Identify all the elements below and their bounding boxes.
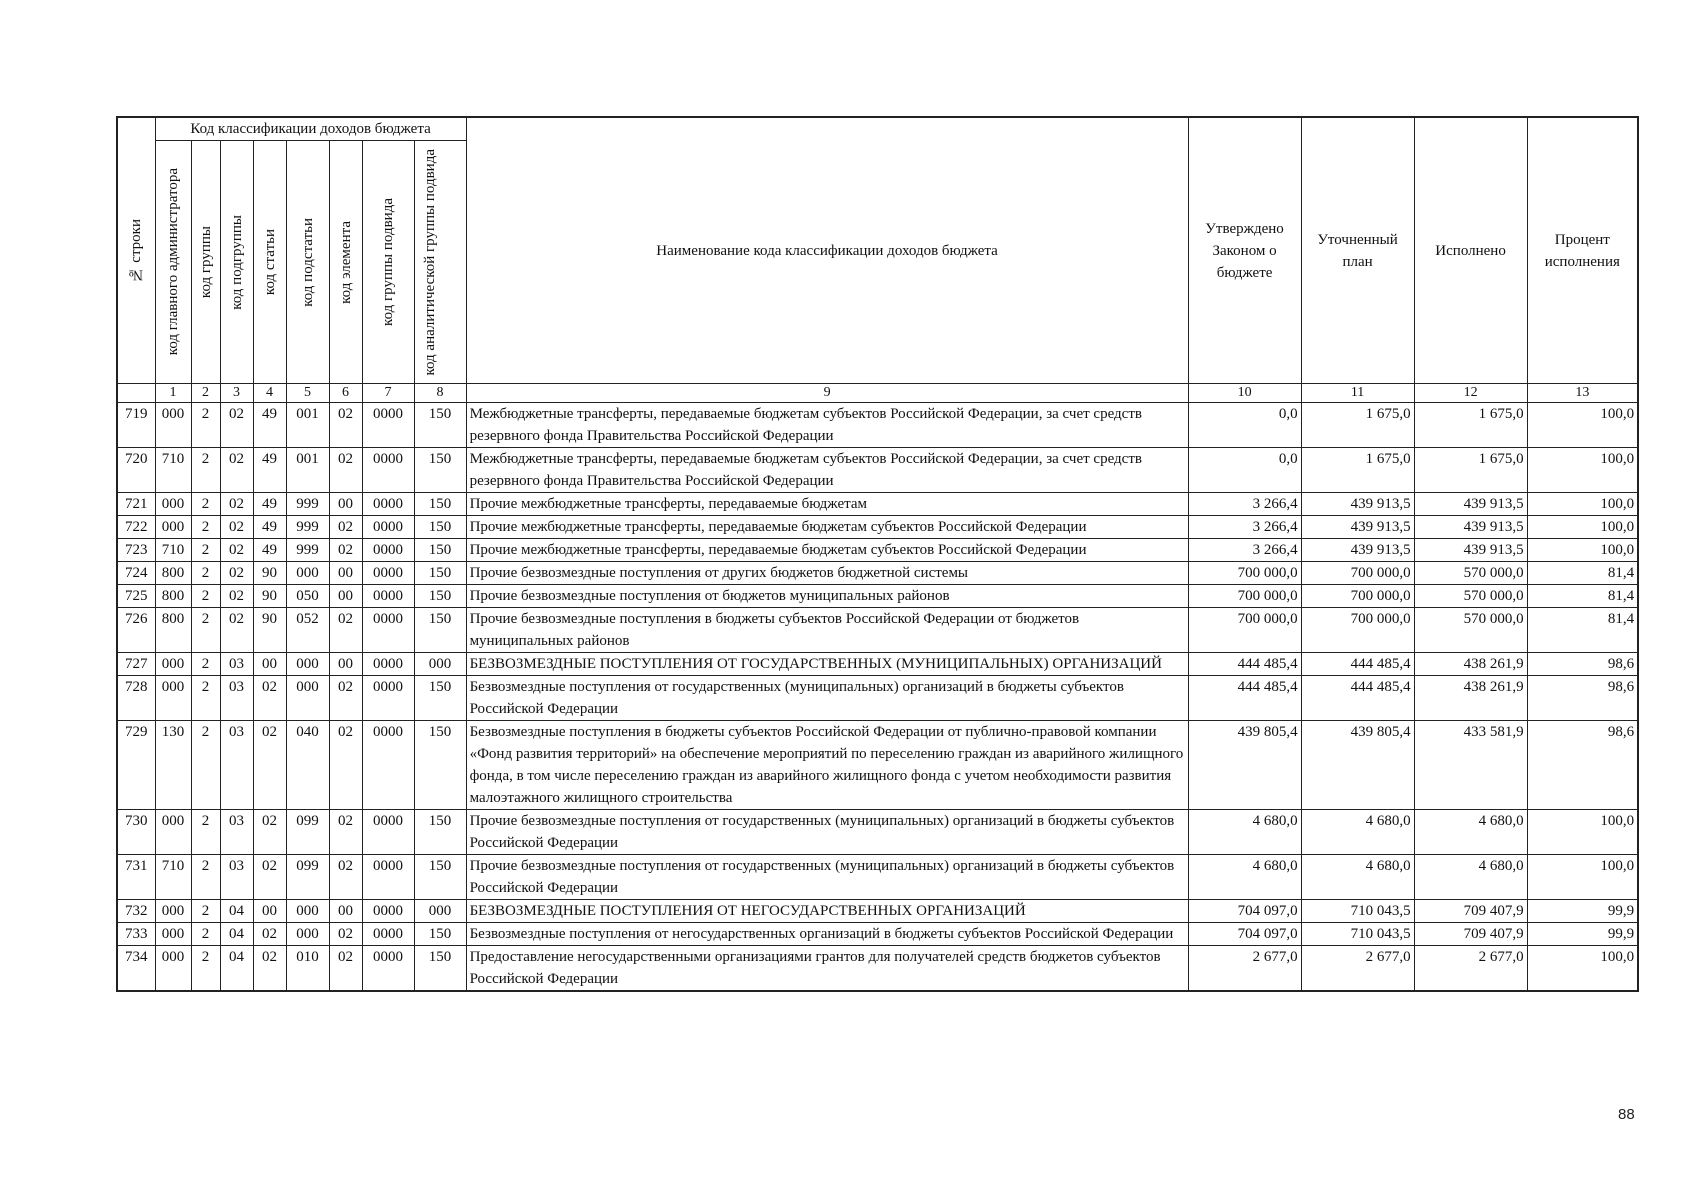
table-body xyxy=(117,403,1638,992)
percent-cell: 100,0 xyxy=(1527,855,1638,900)
executed-cell: 439 913,5 xyxy=(1414,539,1527,562)
row-number-cell: 731 xyxy=(117,855,155,900)
executed-cell: 4 680,0 xyxy=(1414,855,1527,900)
subtype-group-code-cell: 0000 xyxy=(362,516,414,539)
analytic-group-code-cell: 150 xyxy=(414,810,466,855)
name-cell: Прочие безвозмездные поступления от бюджетов муниципальных районов xyxy=(466,585,1188,608)
element-code-cell: 00 xyxy=(329,562,362,585)
table-row xyxy=(117,562,1638,585)
subgroup-code-cell: 03 xyxy=(220,810,253,855)
plan-cell: 700 000,0 xyxy=(1301,585,1414,608)
header-code-group: код группы xyxy=(191,141,220,384)
subarticle-code-cell: 050 xyxy=(286,585,329,608)
group-code-cell: 2 xyxy=(191,721,220,810)
subgroup-code-cell: 03 xyxy=(220,676,253,721)
column-number: 9 xyxy=(466,384,1188,403)
name-cell: БЕЗВОЗМЕЗДНЫЕ ПОСТУПЛЕНИЯ ОТ НЕГОСУДАРСТВЕННЫХ ОРГАНИЗАЦИЙ xyxy=(466,900,1188,923)
subgroup-code-cell: 03 xyxy=(220,855,253,900)
approved-cell: 0,0 xyxy=(1188,403,1301,448)
column-number: 13 xyxy=(1527,384,1638,403)
subtype-group-code-cell: 0000 xyxy=(362,946,414,992)
approved-cell: 439 805,4 xyxy=(1188,721,1301,810)
analytic-group-code-cell: 150 xyxy=(414,562,466,585)
admin-code-cell: 130 xyxy=(155,721,191,810)
percent-cell: 100,0 xyxy=(1527,403,1638,448)
table-row xyxy=(117,923,1638,946)
group-code-cell: 2 xyxy=(191,539,220,562)
element-code-cell: 02 xyxy=(329,539,362,562)
element-code-cell: 02 xyxy=(329,448,362,493)
table-row xyxy=(117,493,1638,516)
plan-cell: 4 680,0 xyxy=(1301,855,1414,900)
percent-cell: 100,0 xyxy=(1527,448,1638,493)
executed-cell: 4 680,0 xyxy=(1414,810,1527,855)
table-row xyxy=(117,448,1638,493)
header-code-analytic-group: код аналитической группы подвида xyxy=(414,141,466,384)
row-number-cell: 719 xyxy=(117,403,155,448)
percent-cell: 98,6 xyxy=(1527,721,1638,810)
subarticle-code-cell: 001 xyxy=(286,403,329,448)
analytic-group-code-cell: 150 xyxy=(414,403,466,448)
column-number: 4 xyxy=(253,384,286,403)
table-row xyxy=(117,810,1638,855)
approved-cell: 704 097,0 xyxy=(1188,900,1301,923)
group-code-cell: 2 xyxy=(191,448,220,493)
column-number: 8 xyxy=(414,384,466,403)
subgroup-code-cell: 04 xyxy=(220,900,253,923)
name-cell: Прочие безвозмездные поступления от государственных (муниципальных) организаций в бюджеты субъектов Российской Федерации xyxy=(466,855,1188,900)
header-approved: Утверждено Законом о бюджете xyxy=(1188,117,1301,384)
approved-cell: 4 680,0 xyxy=(1188,855,1301,900)
subarticle-code-cell: 000 xyxy=(286,676,329,721)
row-number-cell: 724 xyxy=(117,562,155,585)
header-plan: Уточненный план xyxy=(1301,117,1414,384)
subtype-group-code-cell: 0000 xyxy=(362,448,414,493)
row-number-cell: 723 xyxy=(117,539,155,562)
plan-cell: 439 913,5 xyxy=(1301,516,1414,539)
header-code-subgroup: код подгруппы xyxy=(220,141,253,384)
plan-cell: 2 677,0 xyxy=(1301,946,1414,992)
approved-cell: 700 000,0 xyxy=(1188,585,1301,608)
table-row xyxy=(117,721,1638,810)
plan-cell: 1 675,0 xyxy=(1301,448,1414,493)
subgroup-code-cell: 02 xyxy=(220,493,253,516)
analytic-group-code-cell: 150 xyxy=(414,516,466,539)
subgroup-code-cell: 02 xyxy=(220,516,253,539)
column-number: 7 xyxy=(362,384,414,403)
plan-cell: 1 675,0 xyxy=(1301,403,1414,448)
article-code-cell: 49 xyxy=(253,403,286,448)
subarticle-code-cell: 000 xyxy=(286,562,329,585)
approved-cell: 4 680,0 xyxy=(1188,810,1301,855)
admin-code-cell: 000 xyxy=(155,403,191,448)
admin-code-cell: 000 xyxy=(155,946,191,992)
subgroup-code-cell: 04 xyxy=(220,946,253,992)
article-code-cell: 00 xyxy=(253,900,286,923)
group-code-cell: 2 xyxy=(191,493,220,516)
percent-cell: 99,9 xyxy=(1527,923,1638,946)
admin-code-cell: 000 xyxy=(155,676,191,721)
name-cell: Прочие безвозмездные поступления от государственных (муниципальных) организаций в бюджеты субъектов Российской Федерации xyxy=(466,810,1188,855)
name-cell: Безвозмездные поступления от негосударственных организаций в бюджеты субъектов Российской Федерации xyxy=(466,923,1188,946)
subarticle-code-cell: 999 xyxy=(286,539,329,562)
column-number xyxy=(117,384,155,403)
name-cell: Предоставление негосударственными организациями грантов для получателей средств бюджетов субъектов Российской Федерации xyxy=(466,946,1188,992)
approved-cell: 3 266,4 xyxy=(1188,539,1301,562)
plan-cell: 439 805,4 xyxy=(1301,721,1414,810)
group-code-cell: 2 xyxy=(191,946,220,992)
executed-cell: 439 913,5 xyxy=(1414,493,1527,516)
article-code-cell: 49 xyxy=(253,493,286,516)
element-code-cell: 02 xyxy=(329,676,362,721)
element-code-cell: 02 xyxy=(329,516,362,539)
table-row xyxy=(117,855,1638,900)
name-cell: Прочие межбюджетные трансферты, передаваемые бюджетам субъектов Российской Федерации xyxy=(466,539,1188,562)
percent-cell: 81,4 xyxy=(1527,562,1638,585)
plan-cell: 4 680,0 xyxy=(1301,810,1414,855)
group-code-cell: 2 xyxy=(191,516,220,539)
analytic-group-code-cell: 150 xyxy=(414,946,466,992)
column-number-row xyxy=(117,384,1638,403)
element-code-cell: 00 xyxy=(329,585,362,608)
row-number-cell: 726 xyxy=(117,608,155,653)
header-code-article: код статьи xyxy=(253,141,286,384)
article-code-cell: 02 xyxy=(253,923,286,946)
admin-code-cell: 800 xyxy=(155,562,191,585)
subtype-group-code-cell: 0000 xyxy=(362,493,414,516)
plan-cell: 439 913,5 xyxy=(1301,539,1414,562)
plan-cell: 439 913,5 xyxy=(1301,493,1414,516)
executed-cell: 709 407,9 xyxy=(1414,900,1527,923)
column-number: 11 xyxy=(1301,384,1414,403)
subtype-group-code-cell: 0000 xyxy=(362,403,414,448)
admin-code-cell: 710 xyxy=(155,539,191,562)
column-number: 12 xyxy=(1414,384,1527,403)
article-code-cell: 49 xyxy=(253,539,286,562)
percent-cell: 99,9 xyxy=(1527,900,1638,923)
row-number-cell: 720 xyxy=(117,448,155,493)
analytic-group-code-cell: 000 xyxy=(414,900,466,923)
row-number-cell: 722 xyxy=(117,516,155,539)
approved-cell: 444 485,4 xyxy=(1188,676,1301,721)
percent-cell: 98,6 xyxy=(1527,676,1638,721)
element-code-cell: 02 xyxy=(329,403,362,448)
subarticle-code-cell: 999 xyxy=(286,516,329,539)
row-number-cell: 725 xyxy=(117,585,155,608)
name-cell: Безвозмездные поступления в бюджеты субъектов Российской Федерации от публично-правовой компании «Фонд развития территорий» на обеспечение мероприятий по переселению граждан из аварийного жилищного фонда, в том числе переселению граждан из аварийного жилищного фонда с учетом необходимости развития малоэтажного жилищного строительства xyxy=(466,721,1188,810)
plan-cell: 700 000,0 xyxy=(1301,608,1414,653)
column-number: 3 xyxy=(220,384,253,403)
approved-cell: 700 000,0 xyxy=(1188,608,1301,653)
element-code-cell: 00 xyxy=(329,653,362,676)
subarticle-code-cell: 000 xyxy=(286,653,329,676)
name-cell: Безвозмездные поступления от государственных (муниципальных) организаций в бюджеты субъектов Российской Федерации xyxy=(466,676,1188,721)
executed-cell: 438 261,9 xyxy=(1414,653,1527,676)
subarticle-code-cell: 052 xyxy=(286,608,329,653)
analytic-group-code-cell: 150 xyxy=(414,539,466,562)
subarticle-code-cell: 000 xyxy=(286,923,329,946)
subgroup-code-cell: 03 xyxy=(220,721,253,810)
article-code-cell: 49 xyxy=(253,448,286,493)
name-cell: Межбюджетные трансферты, передаваемые бюджетам субъектов Российской Федерации, за счет средств резервного фонда Правительства Российской Федерации xyxy=(466,403,1188,448)
approved-cell: 3 266,4 xyxy=(1188,493,1301,516)
admin-code-cell: 710 xyxy=(155,855,191,900)
header-classification-group: Код классификации доходов бюджета xyxy=(155,117,466,141)
element-code-cell: 02 xyxy=(329,608,362,653)
subarticle-code-cell: 040 xyxy=(286,721,329,810)
page-number: 88 xyxy=(1618,1106,1635,1123)
subtype-group-code-cell: 0000 xyxy=(362,608,414,653)
group-code-cell: 2 xyxy=(191,562,220,585)
admin-code-cell: 800 xyxy=(155,608,191,653)
header-percent: Процент исполнения xyxy=(1527,117,1638,384)
admin-code-cell: 000 xyxy=(155,493,191,516)
header-executed: Исполнено xyxy=(1414,117,1527,384)
table-row xyxy=(117,946,1638,992)
analytic-group-code-cell: 150 xyxy=(414,493,466,516)
percent-cell: 100,0 xyxy=(1527,946,1638,992)
subgroup-code-cell: 02 xyxy=(220,539,253,562)
subgroup-code-cell: 04 xyxy=(220,923,253,946)
row-number-cell: 721 xyxy=(117,493,155,516)
subtype-group-code-cell: 0000 xyxy=(362,562,414,585)
row-number-cell: 734 xyxy=(117,946,155,992)
admin-code-cell: 000 xyxy=(155,923,191,946)
column-number: 1 xyxy=(155,384,191,403)
article-code-cell: 90 xyxy=(253,608,286,653)
table-row xyxy=(117,900,1638,923)
table-row xyxy=(117,539,1638,562)
subarticle-code-cell: 099 xyxy=(286,855,329,900)
executed-cell: 1 675,0 xyxy=(1414,448,1527,493)
admin-code-cell: 000 xyxy=(155,900,191,923)
analytic-group-code-cell: 150 xyxy=(414,608,466,653)
subgroup-code-cell: 02 xyxy=(220,448,253,493)
executed-cell: 709 407,9 xyxy=(1414,923,1527,946)
group-code-cell: 2 xyxy=(191,403,220,448)
article-code-cell: 02 xyxy=(253,946,286,992)
element-code-cell: 02 xyxy=(329,946,362,992)
article-code-cell: 02 xyxy=(253,855,286,900)
column-number: 2 xyxy=(191,384,220,403)
subtype-group-code-cell: 0000 xyxy=(362,721,414,810)
name-cell: Прочие межбюджетные трансферты, передаваемые бюджетам xyxy=(466,493,1188,516)
group-code-cell: 2 xyxy=(191,855,220,900)
subarticle-code-cell: 099 xyxy=(286,810,329,855)
subtype-group-code-cell: 0000 xyxy=(362,585,414,608)
analytic-group-code-cell: 150 xyxy=(414,855,466,900)
table-row xyxy=(117,403,1638,448)
admin-code-cell: 000 xyxy=(155,810,191,855)
admin-code-cell: 800 xyxy=(155,585,191,608)
article-code-cell: 49 xyxy=(253,516,286,539)
article-code-cell: 90 xyxy=(253,562,286,585)
subarticle-code-cell: 000 xyxy=(286,900,329,923)
analytic-group-code-cell: 150 xyxy=(414,676,466,721)
subgroup-code-cell: 02 xyxy=(220,585,253,608)
header-code-element: код элемента xyxy=(329,141,362,384)
element-code-cell: 00 xyxy=(329,900,362,923)
subgroup-code-cell: 02 xyxy=(220,403,253,448)
name-cell: Межбюджетные трансферты, передаваемые бюджетам субъектов Российской Федерации, за счет средств резервного фонда Правительства Российской Федерации xyxy=(466,448,1188,493)
group-code-cell: 2 xyxy=(191,608,220,653)
analytic-group-code-cell: 150 xyxy=(414,923,466,946)
table-row xyxy=(117,585,1638,608)
group-code-cell: 2 xyxy=(191,676,220,721)
column-number: 6 xyxy=(329,384,362,403)
header-row-number: № строки xyxy=(117,117,155,384)
subgroup-code-cell: 02 xyxy=(220,562,253,585)
approved-cell: 704 097,0 xyxy=(1188,923,1301,946)
approved-cell: 0,0 xyxy=(1188,448,1301,493)
row-number-cell: 729 xyxy=(117,721,155,810)
subgroup-code-cell: 03 xyxy=(220,653,253,676)
row-number-cell: 728 xyxy=(117,676,155,721)
admin-code-cell: 000 xyxy=(155,516,191,539)
approved-cell: 3 266,4 xyxy=(1188,516,1301,539)
article-code-cell: 02 xyxy=(253,676,286,721)
subarticle-code-cell: 010 xyxy=(286,946,329,992)
header-code-subtype-group: код группы подвида xyxy=(362,141,414,384)
name-cell: БЕЗВОЗМЕЗДНЫЕ ПОСТУПЛЕНИЯ ОТ ГОСУДАРСТВЕННЫХ (МУНИЦИПАЛЬНЫХ) ОРГАНИЗАЦИЙ xyxy=(466,653,1188,676)
subtype-group-code-cell: 0000 xyxy=(362,810,414,855)
header-name: Наименование кода классификации доходов бюджета xyxy=(466,117,1188,384)
article-code-cell: 90 xyxy=(253,585,286,608)
executed-cell: 570 000,0 xyxy=(1414,608,1527,653)
executed-cell: 570 000,0 xyxy=(1414,585,1527,608)
row-number-cell: 733 xyxy=(117,923,155,946)
subtype-group-code-cell: 0000 xyxy=(362,676,414,721)
executed-cell: 570 000,0 xyxy=(1414,562,1527,585)
plan-cell: 444 485,4 xyxy=(1301,676,1414,721)
budget-revenue-table xyxy=(116,116,1639,992)
element-code-cell: 00 xyxy=(329,493,362,516)
analytic-group-code-cell: 150 xyxy=(414,585,466,608)
row-number-cell: 732 xyxy=(117,900,155,923)
executed-cell: 433 581,9 xyxy=(1414,721,1527,810)
column-number: 5 xyxy=(286,384,329,403)
table-row xyxy=(117,608,1638,653)
percent-cell: 81,4 xyxy=(1527,585,1638,608)
header-code-subarticle: код подстатьи xyxy=(286,141,329,384)
executed-cell: 1 675,0 xyxy=(1414,403,1527,448)
subtype-group-code-cell: 0000 xyxy=(362,653,414,676)
approved-cell: 2 677,0 xyxy=(1188,946,1301,992)
subtype-group-code-cell: 0000 xyxy=(362,539,414,562)
analytic-group-code-cell: 000 xyxy=(414,653,466,676)
approved-cell: 444 485,4 xyxy=(1188,653,1301,676)
percent-cell: 100,0 xyxy=(1527,539,1638,562)
table-row xyxy=(117,676,1638,721)
row-number-cell: 730 xyxy=(117,810,155,855)
group-code-cell: 2 xyxy=(191,900,220,923)
subtype-group-code-cell: 0000 xyxy=(362,855,414,900)
admin-code-cell: 000 xyxy=(155,653,191,676)
plan-cell: 444 485,4 xyxy=(1301,653,1414,676)
executed-cell: 438 261,9 xyxy=(1414,676,1527,721)
percent-cell: 98,6 xyxy=(1527,653,1638,676)
header-code-admin: код главного администратора xyxy=(155,141,191,384)
subgroup-code-cell: 02 xyxy=(220,608,253,653)
percent-cell: 81,4 xyxy=(1527,608,1638,653)
subtype-group-code-cell: 0000 xyxy=(362,900,414,923)
name-cell: Прочие межбюджетные трансферты, передаваемые бюджетам субъектов Российской Федерации xyxy=(466,516,1188,539)
article-code-cell: 02 xyxy=(253,810,286,855)
element-code-cell: 02 xyxy=(329,923,362,946)
element-code-cell: 02 xyxy=(329,810,362,855)
group-code-cell: 2 xyxy=(191,923,220,946)
admin-code-cell: 710 xyxy=(155,448,191,493)
subtype-group-code-cell: 0000 xyxy=(362,923,414,946)
subarticle-code-cell: 999 xyxy=(286,493,329,516)
group-code-cell: 2 xyxy=(191,810,220,855)
subarticle-code-cell: 001 xyxy=(286,448,329,493)
group-code-cell: 2 xyxy=(191,585,220,608)
executed-cell: 439 913,5 xyxy=(1414,516,1527,539)
approved-cell: 700 000,0 xyxy=(1188,562,1301,585)
element-code-cell: 02 xyxy=(329,721,362,810)
group-code-cell: 2 xyxy=(191,653,220,676)
analytic-group-code-cell: 150 xyxy=(414,448,466,493)
element-code-cell: 02 xyxy=(329,855,362,900)
article-code-cell: 00 xyxy=(253,653,286,676)
percent-cell: 100,0 xyxy=(1527,810,1638,855)
analytic-group-code-cell: 150 xyxy=(414,721,466,810)
percent-cell: 100,0 xyxy=(1527,493,1638,516)
plan-cell: 710 043,5 xyxy=(1301,923,1414,946)
name-cell: Прочие безвозмездные поступления от других бюджетов бюджетной системы xyxy=(466,562,1188,585)
executed-cell: 2 677,0 xyxy=(1414,946,1527,992)
plan-cell: 700 000,0 xyxy=(1301,562,1414,585)
table-row xyxy=(117,653,1638,676)
percent-cell: 100,0 xyxy=(1527,516,1638,539)
article-code-cell: 02 xyxy=(253,721,286,810)
plan-cell: 710 043,5 xyxy=(1301,900,1414,923)
table-row xyxy=(117,516,1638,539)
row-number-cell: 727 xyxy=(117,653,155,676)
name-cell: Прочие безвозмездные поступления в бюджеты субъектов Российской Федерации от бюджетов муниципальных районов xyxy=(466,608,1188,653)
column-number: 10 xyxy=(1188,384,1301,403)
